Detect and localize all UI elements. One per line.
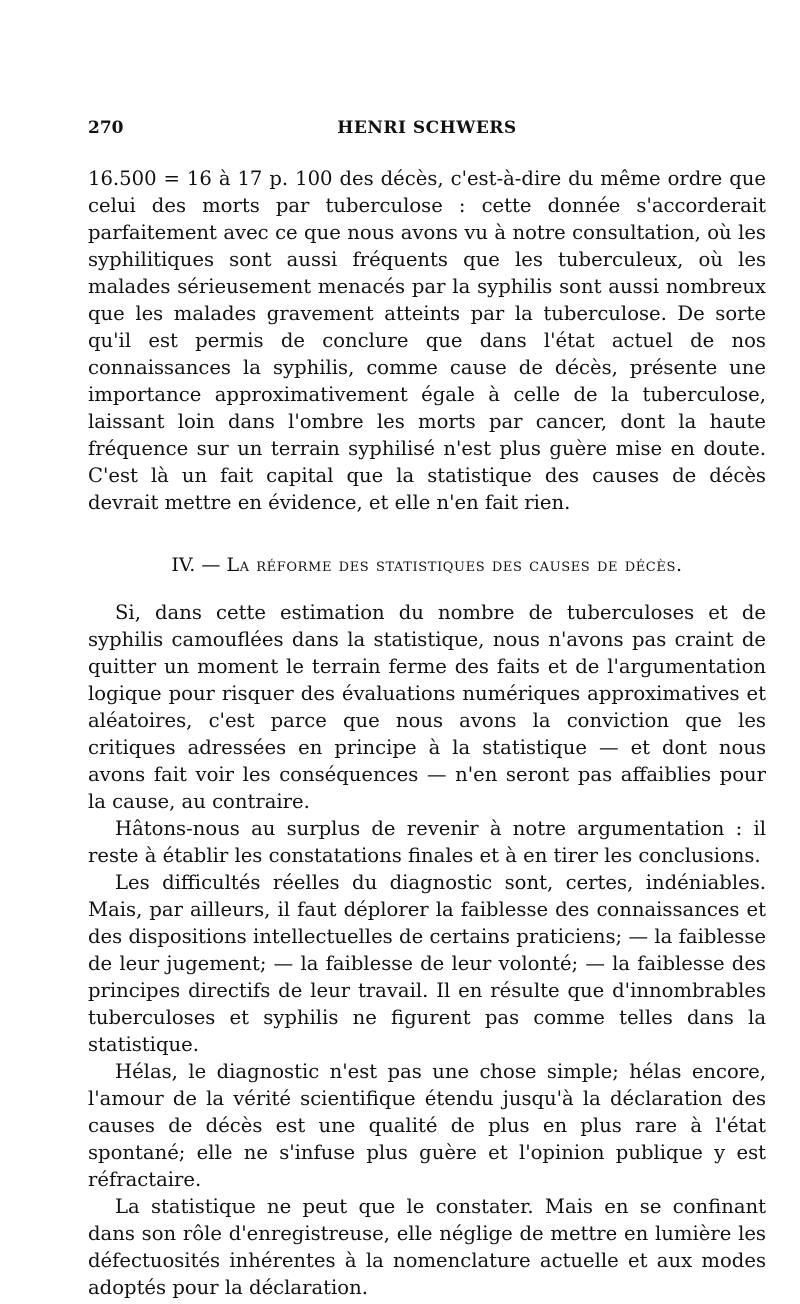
paragraph: Les difficultés réelles du diagnostic sont, certes, indéniables. Mais, par ailleurs, il faut déplorer la faiblesse des connaissances et des dispositions intellectuelles de certains praticiens; — la faiblesse de leur jugement; — la faiblesse de leur volonté; — la faiblesse des principes directifs de leur travail. Il en résulte que d'innombrables tuberculoses et syphilis ne figurent pas comme telles dans la statistique. (88, 871, 766, 1056)
paragraph: Si, dans cette estimation du nombre de tuberculoses et de syphilis camouflées dans la statistique, nous n'avons pas craint de quitter un moment le terrain ferme des faits et de l'argumentation logique pour risquer des évaluations numériques approximatives et aléatoires, c'est parce que nous avons la conviction que les critiques adressées en principe à la statistique — et dont nous avons fait voir les conséquences — n'en seront pas affaiblies pour la cause, au contraire. (88, 601, 766, 813)
running-head (88, 118, 766, 144)
running-title: HENRI SCHWERS (337, 118, 517, 138)
paragraph: La statistique ne peut que le constater. Mais en se confinant dans son rôle d'enregistreuse, elle néglige de mettre en lumière les défectuosités inhérentes à la nomenclature actuelle et aux modes adoptés pour la déclaration. (88, 1195, 766, 1299)
section-number: IV. (171, 554, 196, 576)
paragraph: Hâtons-nous au surplus de revenir à notre argumentation : il reste à établir les constatations finales et à en tirer les conclusions. (88, 817, 766, 867)
page-number: 270 (88, 118, 124, 138)
text-block-bottom (88, 599, 766, 1301)
section-heading (88, 552, 766, 579)
section-title: La réforme des statistiques des causes de décès. (226, 554, 683, 576)
paragraph: Hélas, le diagnostic n'est pas une chose simple; hélas encore, l'amour de la vérité scientifique étendu jusqu'à la déclaration des causes de décès est une qualité de plus en plus rare à l'état spontané; elle ne s'infuse plus guère et l'opinion publique y est réfractaire. (88, 1060, 766, 1191)
text-block-top (88, 165, 766, 516)
paragraph-continuation: 16.500 = 16 à 17 p. 100 des décès, c'est-à-dire du même ordre que celui des morts par tuberculose : cette donnée s'accorderait parfaitement avec ce que nous avons vu à notre consultation, où les syphilitiques sont aussi fréquents que les tuberculeux, où les malades sérieusement menacés par la syphilis sont aussi nombreux que les malades gravement atteints par la tuberculose. De sorte qu'il est permis de conclure que dans l'état actuel de nos connaissances la syphilis, comme cause de décès, présente une importance approximativement égale à celle de la tuberculose, laissant loin dans l'ombre les morts par cancer, dont la haute fréquence sur un terrain syphilisé n'est plus guère mise en doute. C'est là un fait capital que la statistique des causes de décès devrait mettre en évidence, et elle n'en fait rien. (88, 167, 766, 514)
section-dash: — (201, 554, 221, 576)
